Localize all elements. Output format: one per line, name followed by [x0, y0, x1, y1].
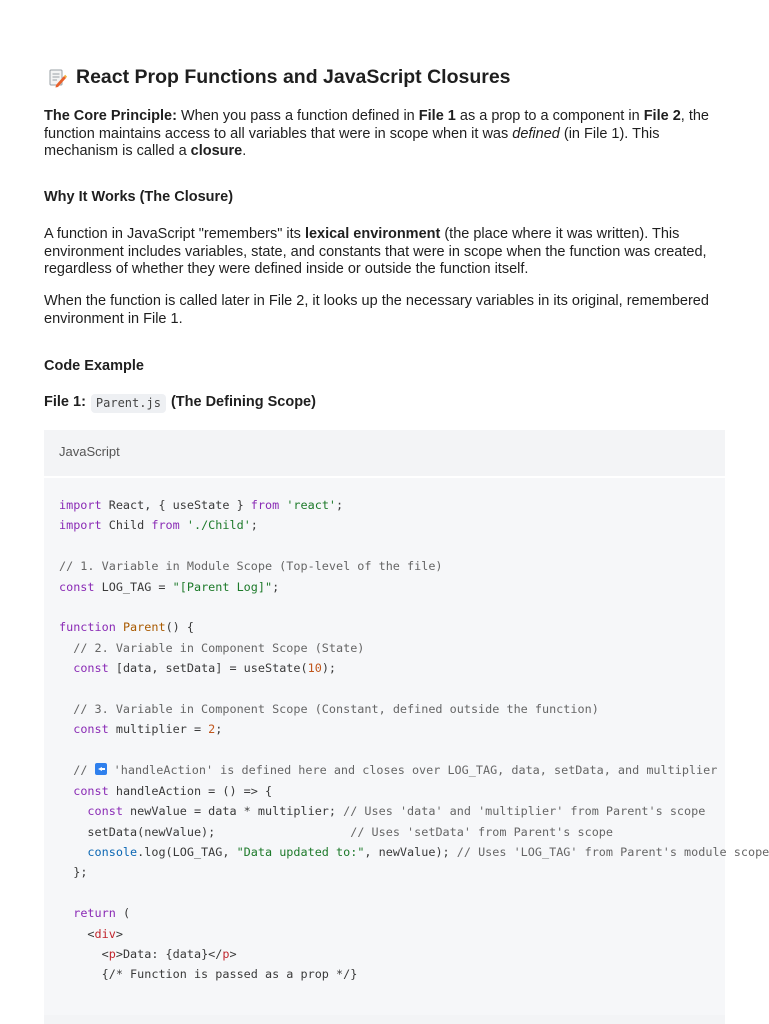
code-keyword: const [73, 661, 109, 676]
code-keyword: from [250, 498, 280, 512]
code-text: ; [215, 722, 223, 737]
file1-heading [44, 394, 316, 413]
code-comment: // 1. Variable in Module Scope (Top-level of the file) [59, 559, 443, 574]
why-paragraph-1 [44, 226, 734, 279]
code-function-name: Parent [122, 620, 166, 635]
bold-text: closure [190, 143, 243, 160]
code-comment: // 2. Variable in Component Scope (State) [73, 640, 365, 655]
code-text: ; [250, 518, 258, 533]
code-text: < [87, 926, 95, 941]
code-string: './Child' [186, 518, 251, 533]
code-keyword: const [59, 579, 95, 594]
italic-text: defined [512, 125, 560, 142]
code-tag: p [108, 946, 116, 961]
code-keyword: const [73, 783, 109, 798]
code-text: multiplier = [108, 722, 209, 737]
text: . [242, 143, 247, 160]
code-block [44, 430, 769, 1024]
code-text: < [101, 946, 109, 961]
code-number: 10 [307, 661, 322, 676]
code-comment: // Uses 'data' and 'multiplier' from Parent's scope [343, 804, 706, 819]
code-keyword: function [59, 620, 116, 635]
section-heading-code: Code Example [44, 358, 144, 374]
code-text: handleAction = () => { [108, 783, 273, 798]
bold-text: File 2 [643, 108, 681, 124]
code-string: "Data updated to:" [236, 844, 365, 859]
code-text: {/* Function is passed as a prop */} [101, 967, 358, 982]
file1-label: File 1: [44, 394, 86, 411]
code-keyword: const [73, 722, 109, 737]
text: (the place where it was written). This environment includes variables, state, and constants that were in scope when the function was created, regardless of whether they were defined inside or outside the function itself. [44, 226, 707, 278]
section-heading-why: Why It Works (The Closure) [44, 189, 234, 205]
code-comment: // Uses 'setData' from Parent's scope [350, 824, 614, 839]
code-text: > [115, 926, 123, 941]
code-comment: 'handleAction' is defined here and closes over LOG_TAG, data, setData, and multiplier [106, 763, 718, 778]
code-body[interactable] [44, 478, 769, 1015]
code-text: newValue = data * multiplier; [122, 804, 344, 819]
text: (in File 1). This mechanism is called a [44, 125, 660, 160]
why-paragraph-2: When the function is called later in File 2, it looks up the necessary variables in its original, remembered environment in File 1. [44, 293, 709, 327]
code-text: React, { useState } [101, 498, 251, 512]
code-builtin: console [87, 844, 138, 859]
code-keyword: const [87, 804, 123, 819]
text: , the function maintains access to all variables that were in scope when it was [44, 108, 709, 142]
code-text: ; [272, 579, 280, 594]
bold-text: File 1 [418, 108, 456, 124]
code-text: setData(newValue); [87, 824, 351, 839]
code-text: [data, setData] = useState( [108, 661, 308, 676]
code-comment: // [73, 763, 88, 778]
code-keyword: from [151, 518, 180, 533]
code-text: ; [336, 498, 344, 512]
code-text: , newValue); [364, 844, 457, 859]
core-label: The Core Principle: [44, 108, 177, 124]
text: When you pass a function defined in [176, 108, 419, 124]
code-text: ); [321, 661, 337, 676]
code-text: () { [165, 620, 194, 635]
code-text: ( [115, 906, 131, 921]
code-text: }; [73, 865, 88, 880]
file1-filename: Parent.js [91, 394, 166, 413]
code-tag: p [222, 946, 230, 961]
code-keyword: import [59, 498, 102, 512]
left-arrow-icon [95, 763, 107, 775]
page-title [47, 66, 511, 90]
code-text [59, 495, 769, 985]
code-tag: div [94, 926, 116, 941]
text: as a prop to a component in [455, 108, 644, 124]
memo-icon [47, 68, 67, 88]
core-principle-paragraph [44, 108, 734, 161]
code-keyword: import [59, 518, 102, 533]
code-text: >Data: {data}</ [115, 946, 223, 961]
bold-text: lexical environment [304, 226, 441, 242]
text: A function in JavaScript "remembers" its [44, 226, 305, 242]
page-title-text: React Prop Functions and JavaScript Closures [76, 66, 511, 88]
code-text: > [229, 946, 237, 961]
code-text: LOG_TAG = [94, 579, 173, 594]
code-string: "[Parent Log]" [172, 579, 273, 594]
code-string: 'react' [286, 498, 337, 512]
code-text: Child [101, 518, 152, 533]
code-comment: // 3. Variable in Component Scope (Constant, defined outside the function) [73, 702, 599, 717]
code-number: 2 [208, 722, 216, 737]
code-keyword: return [73, 906, 116, 921]
code-text: .log(LOG_TAG, [137, 844, 237, 859]
code-language-label: JavaScript [44, 430, 725, 478]
file1-suffix: (The Defining Scope) [170, 394, 316, 411]
code-comment: // Uses 'LOG_TAG' from Parent's module scope [456, 844, 769, 859]
